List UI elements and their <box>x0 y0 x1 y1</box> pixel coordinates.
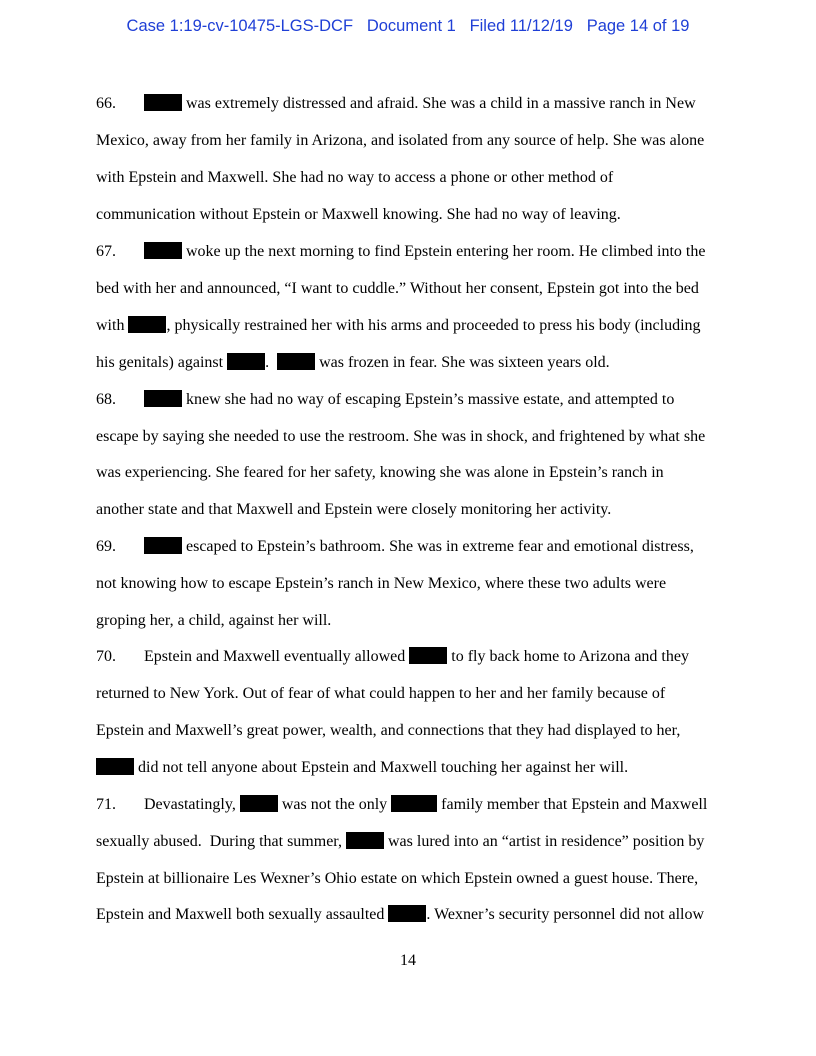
paragraph-number: 70. <box>96 648 116 665</box>
paragraph-text: with <box>96 317 129 334</box>
paragraph-71-line-2 <box>96 832 704 852</box>
page-number: 14 <box>400 952 416 969</box>
paragraph-67-line-3 <box>96 316 701 336</box>
paragraph-70-line-1 <box>96 647 689 667</box>
paragraph-68-line-1 <box>96 390 674 410</box>
paragraph-number: 69. <box>96 538 116 555</box>
paragraph-text: , physically restrained her with his arms and proceeded to press his body (including <box>166 317 701 334</box>
page-indicator: Page 14 of 19 <box>586 17 690 35</box>
redaction-block <box>144 390 182 407</box>
redaction-block <box>391 795 437 812</box>
paragraph-71-line-3: Epstein at billionaire Les Wexner’s Ohio estate on which Epstein owned a guest house. There, <box>96 870 699 887</box>
paragraph-69-line-2: not knowing how to escape Epstein’s ranch in New Mexico, where these two adults were <box>96 575 667 592</box>
paragraph-70-line-4 <box>96 758 628 778</box>
paragraph-70-line-2: returned to New York. Out of fear of what could happen to her and her family because of <box>96 685 666 702</box>
paragraph-text: was not the only <box>277 796 392 813</box>
paragraph-text: escaped to Epstein’s bathroom. She was in extreme fear and emotional distress, <box>182 538 694 555</box>
paragraph-67-line-4 <box>96 353 610 373</box>
paragraph-69-line-1 <box>96 537 694 557</box>
paragraph-text: Epstein and Maxwell both sexually assaulted <box>96 906 389 923</box>
document-number: Document 1 <box>366 17 456 35</box>
paragraph-69-line-3: groping her, a child, against her will. <box>96 612 332 629</box>
paragraph-number: 68. <box>96 391 116 408</box>
paragraph-66-line-3: with Epstein and Maxwell. She had no way to access a phone or other method of <box>96 169 614 186</box>
paragraph-67-line-1 <box>96 242 705 262</box>
redaction-block <box>409 647 447 664</box>
case-number: Case 1:19-cv-10475-LGS-DCF <box>126 17 354 35</box>
paragraph-text: was extremely distressed and afraid. She was a child in a massive ranch in New <box>182 95 696 112</box>
paragraph-66-line-2: Mexico, away from her family in Arizona, and isolated from any source of help. She was alone <box>96 132 705 149</box>
paragraph-text: was lured into an “artist in residence” position by <box>383 833 705 850</box>
paragraph-text: to fly back home to Arizona and they <box>447 648 689 665</box>
paragraph-66-line-4: communication without Epstein or Maxwell knowing. She had no way of leaving. <box>96 206 621 223</box>
paragraph-text: . Wexner’s security personnel did not allow <box>426 906 705 923</box>
filed-date: Filed 11/12/19 <box>469 17 573 35</box>
paragraph-66-line-1 <box>96 94 696 114</box>
redaction-block <box>128 316 166 333</box>
paragraph-text: did not tell anyone about Epstein and Maxwell touching her against her will. <box>134 759 629 776</box>
paragraph-text: was frozen in fear. She was sixteen years old. <box>315 354 610 371</box>
paragraph-text: sexually abused. During that summer, <box>96 833 346 850</box>
redaction-block <box>227 353 265 370</box>
redaction-block <box>240 795 278 812</box>
paragraph-text: . <box>265 354 278 371</box>
paragraph-text: family member that Epstein and Maxwell <box>437 796 708 813</box>
redaction-block <box>144 242 182 259</box>
paragraph-text: knew she had no way of escaping Epstein’s massive estate, and attempted to <box>182 391 675 408</box>
paragraph-text: woke up the next morning to find Epstein entering her room. He climbed into the <box>182 243 706 260</box>
redaction-block <box>388 905 426 922</box>
paragraph-71-line-4 <box>96 905 704 925</box>
paragraph-text: his genitals) against <box>96 354 228 371</box>
paragraph-67-line-2: bed with her and announced, “I want to cuddle.” Without her consent, Epstein got into the bed <box>96 280 699 297</box>
redaction-block <box>144 537 182 554</box>
paragraph-71-line-1 <box>96 795 707 815</box>
redaction-block <box>346 832 384 849</box>
paragraph-68-line-3: was experiencing. She feared for her safety, knowing she was alone in Epstein’s ranch in <box>96 464 664 481</box>
paragraph-number: 71. <box>96 796 116 813</box>
paragraph-70-line-3: Epstein and Maxwell’s great power, wealth, and connections that they had displayed to her, <box>96 722 681 739</box>
case-header <box>0 17 816 36</box>
paragraph-text: Devastatingly, <box>144 796 240 813</box>
paragraph-text: Epstein and Maxwell eventually allowed <box>144 648 410 665</box>
redaction-block <box>96 758 134 775</box>
paragraph-68-line-2: escape by saying she needed to use the restroom. She was in shock, and frightened by what she <box>96 428 706 445</box>
paragraph-68-line-4: another state and that Maxwell and Epstein were closely monitoring her activity. <box>96 501 612 518</box>
redaction-block <box>277 353 315 370</box>
paragraph-number: 66. <box>96 95 116 112</box>
redaction-block <box>144 94 182 111</box>
paragraph-number: 67. <box>96 243 116 260</box>
